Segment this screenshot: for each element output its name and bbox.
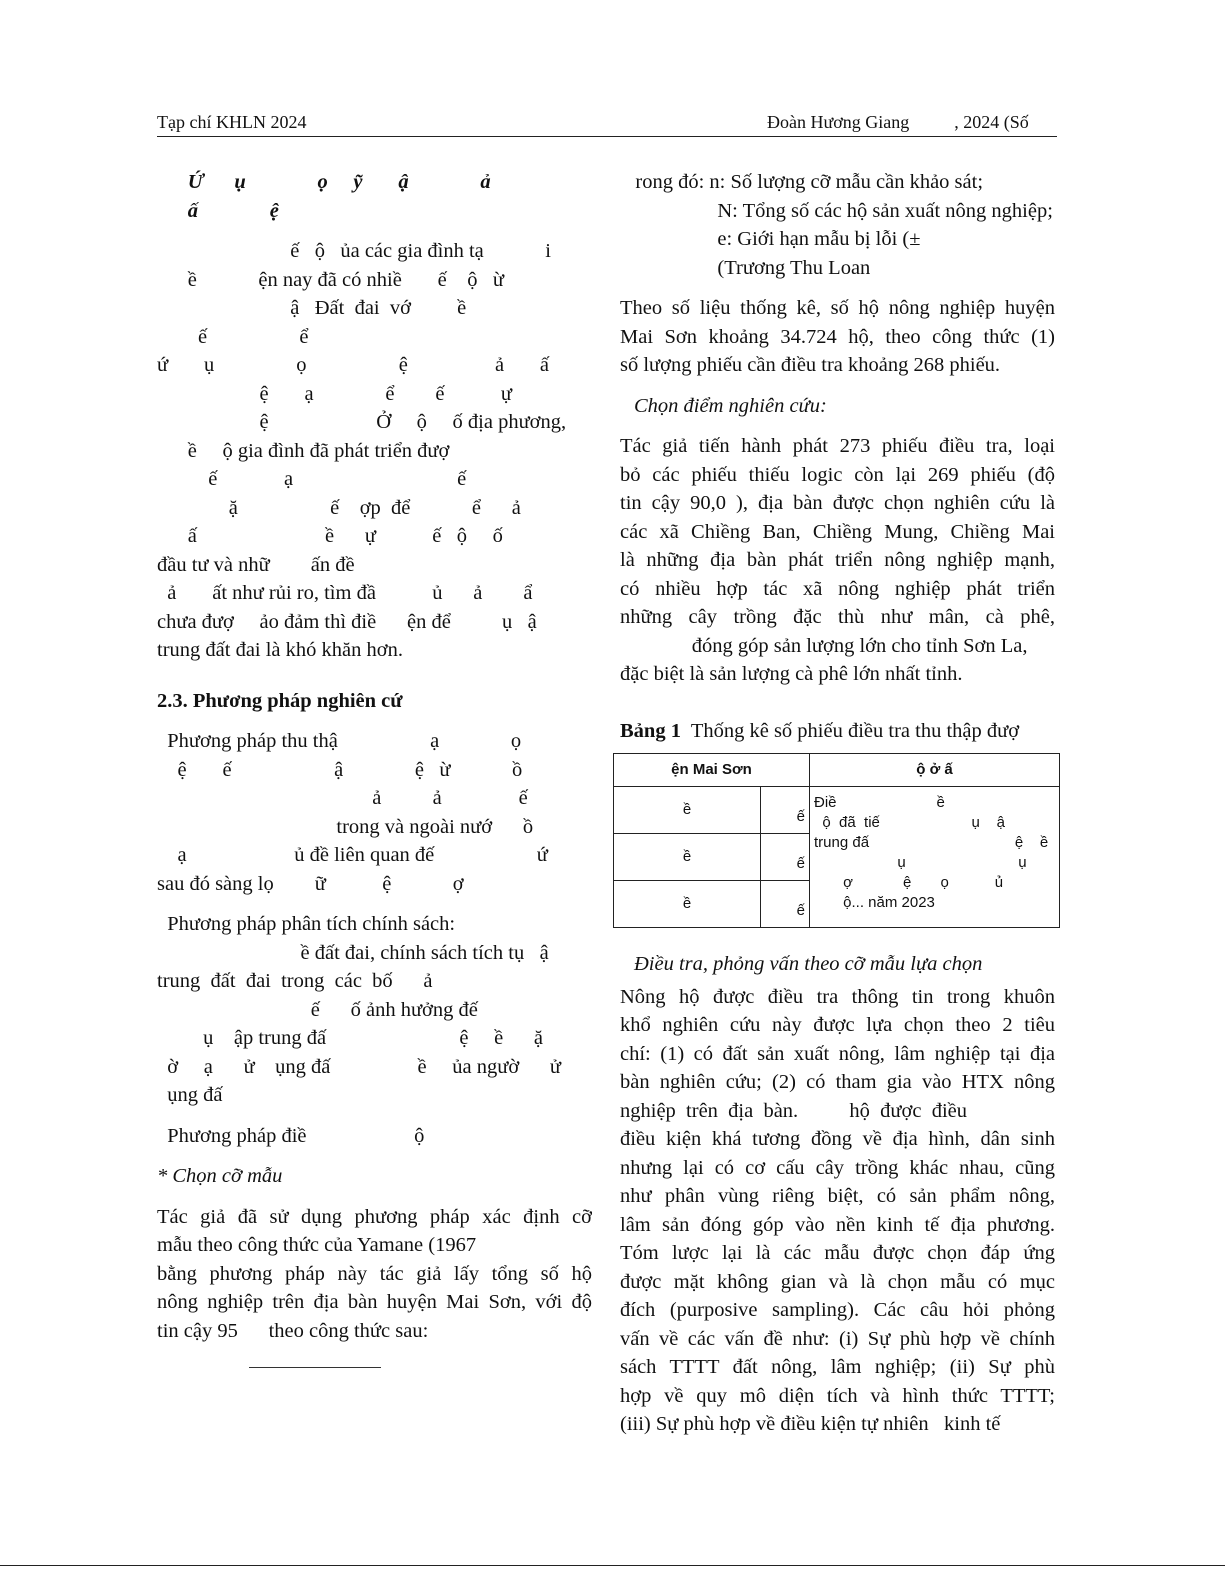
section-title: 2.3. Phương pháp nghiên cứ: [157, 689, 403, 712]
sample-line: tin cậy 95 theo công thức sau:: [157, 1319, 429, 1342]
sample-line: bằng phương pháp này tác giả lấy tổng số hộ: [157, 1262, 592, 1285]
stats-line: Mai Sơn khoảng 34.724 hộ, theo công thức (1): [620, 325, 1055, 348]
intro-line: chưa đượ ảo đảm thì điề ện để ụ ậ: [157, 610, 537, 633]
table-cell: ề: [614, 881, 761, 928]
intro-line: ế ể: [157, 325, 309, 348]
table-description-cell: Điề ề ộ đã tiế ụ ậ trung đấ ệ ề ụ ụ ợ ệ ọ ủ ộ... năm 2023: [810, 787, 1060, 928]
survey-line: khổ nghiên cứu này được lựa chọn theo 2 tiêu: [620, 1014, 1055, 1036]
method2-line: ụ ập trung đấ ệ ề ặ: [157, 1027, 544, 1049]
survey-line: Tóm lược lại là các mẫu được chọn đáp ứng: [620, 1242, 1055, 1264]
intro-line: ế ộ ủa các gia đình tạ i: [157, 240, 551, 262]
survey-line: đích (purposive sampling). Các câu hỏi phỏng: [620, 1299, 1055, 1321]
formula-fraction-rule: [249, 1367, 381, 1368]
survey-line: như phân vùng riêng biệt, có sản phẩm nông,: [620, 1185, 1055, 1207]
method3-line: Phương pháp điề ộ: [157, 1124, 425, 1147]
intro-line: ề ộ gia đình đã phát triển đượ: [157, 439, 450, 462]
table-header-left: ện Mai Sơn: [614, 753, 810, 787]
author-running-head: Đoàn Hương Giang , 2024 (Số: [767, 112, 1029, 132]
survey-line: vấn về các vấn đề như: (i) Sự phù hợp về chính: [620, 1327, 1055, 1350]
survey-line: được mặt không gian và là chọn mẫu có mục: [620, 1270, 1055, 1293]
where-line: e: Giới hạn mẫu bị lỗi (±: [620, 228, 921, 250]
table-cell: ế: [761, 881, 810, 928]
site-line: có nhiều hợp tác xã nông nghiệp phát triển: [620, 577, 1055, 600]
method1-line: trong và ngoài nướ ồ: [157, 815, 534, 838]
method2-line: ề đất đai, chính sách tích tụ ậ: [157, 941, 549, 964]
method2-line: ờ ạ ử ụng đấ ề ủa ngườ ử: [157, 1055, 562, 1078]
site-line: Tác giả tiến hành phát 273 phiếu điều tra, loại: [620, 435, 1055, 457]
method1-line: sau đó sàng lọ ữ ệ ợ: [157, 872, 464, 895]
table-caption-text: Thống kê số phiếu điều tra thu thập đượ: [680, 719, 1020, 742]
intro-line: ặ ế ợp để ể ả: [157, 496, 521, 519]
method2-line: trung đất đai trong các bố ả: [157, 970, 433, 992]
where-line: (Trương Thu Loan: [620, 256, 871, 279]
journal-name: Tạp chí KHLN 2024: [157, 112, 307, 132]
intro-line: ề ện nay đã có nhiề ế ộ ừ: [157, 268, 504, 291]
survey-table: [613, 753, 1060, 929]
method2-line: ụng đấ: [157, 1084, 223, 1106]
intro-line: đầu tư và nhữ ấn đề: [157, 553, 355, 576]
method1-line: Phương pháp thu thậ ạ ọ: [157, 730, 522, 752]
page-header: [157, 110, 1057, 137]
survey-line: sách TTTT đất nông, lâm nghiệp; (ii) Sự phù: [620, 1356, 1055, 1378]
survey-line: chí: (1) có đất sản xuất nông, lâm nghiệp tại địa: [620, 1042, 1055, 1065]
where-line: rong đó: n: Số lượng cỡ mẫu cần khảo sát;: [620, 171, 984, 193]
intro-line: ệ ạ ể ế ự: [157, 382, 513, 405]
table-cell: ế: [761, 834, 810, 881]
survey-line: nghiệp trên địa bàn. hộ được điều: [620, 1099, 968, 1122]
intro-line: ấ ề ự ế ộ ố: [157, 525, 503, 547]
survey-line: Nông hộ được điều tra thông tin trong khuôn: [620, 985, 1055, 1008]
table-cell: ề: [614, 787, 761, 834]
method2-line: ế ố ảnh hưởng đế: [157, 998, 478, 1021]
stats-line: số lượng phiếu cần điều tra khoảng 268 phiếu.: [620, 354, 1001, 376]
site-line: là những địa bàn phát triển nông nghiệp mạnh,: [620, 549, 1055, 571]
intro-line: ậ Đất đai vớ ề: [157, 297, 467, 319]
intro-line: ứ ụ ọ ệ ả ấ: [157, 354, 550, 376]
site-heading: Chọn điểm nghiên cứu:: [634, 394, 827, 417]
method1-line: ệ ế ậ ệ ừ ồ: [157, 758, 523, 781]
sample-line: Tác giả đã sử dụng phương pháp xác định cỡ: [157, 1205, 592, 1228]
survey-line: (iii) Sự phù hợp về điều kiện tự nhiên kinh tế: [620, 1413, 1001, 1435]
intro-line: ả ất như rủi ro, tìm đầ ủ ả ẩ: [157, 582, 533, 604]
table-cell: ế: [761, 787, 810, 834]
left-column: [157, 168, 592, 1368]
intro-line: ế ạ ế: [157, 468, 467, 490]
intro-line: ấ ệ: [157, 199, 279, 222]
right-column: [620, 168, 1055, 1439]
survey-line: nhưng lại có cơ cấu cây trồng khác nhau, cũng: [620, 1156, 1055, 1179]
site-line: tin cậy 90,0 ), địa bàn được chọn nghiên cứu là: [620, 492, 1055, 514]
method2-line: Phương pháp phân tích chính sách:: [157, 913, 456, 935]
table-caption: [620, 717, 1055, 747]
table-number: Bảng 1: [620, 719, 681, 742]
site-line: đặc biệt là sản lượng cà phê lớn nhất tỉnh.: [620, 663, 963, 685]
intro-line: Ứ ụ ọ ỹ ậ ả: [157, 171, 491, 193]
where-line: N: Tổng số các hộ sản xuất nông nghiệp;: [620, 199, 1053, 222]
site-line: bỏ các phiếu thiếu logic còn lại 269 phiếu (độ: [620, 463, 1055, 486]
survey-line: lâm sản đóng góp vào nền kinh tế địa phương.: [620, 1213, 1055, 1236]
stats-line: Theo số liệu thống kê, số hộ nông nghiệp huyện: [620, 297, 1055, 319]
site-line: các xã Chiềng Ban, Chiềng Mung, Chiềng Mai: [620, 520, 1055, 543]
table-cell: ề: [614, 834, 761, 881]
method1-line: ạ ủ đề liên quan đế ứ: [157, 844, 548, 866]
survey-line: bàn nghiên cứu; (2) có tham gia vào HTX nông: [620, 1071, 1055, 1093]
sample-line: mẫu theo công thức của Yamane (1967: [157, 1234, 477, 1256]
site-line: những cây trồng đặc thù như mân, cà phê,: [620, 606, 1055, 628]
survey-line: điều kiện khá tương đồng về địa hình, dân sinh: [620, 1128, 1055, 1150]
survey-heading: Điều tra, phỏng vấn theo cỡ mẫu lựa chọn: [634, 953, 983, 975]
survey-line: hợp về quy mô diện tích và hình thức TTTT;: [620, 1384, 1055, 1407]
sample-line: nông nghiệp trên địa bàn huyện Mai Sơn, với độ: [157, 1291, 592, 1313]
intro-line: trung đất đai là khó khăn hơn.: [157, 639, 403, 661]
sample-heading: * Chọn cỡ mẫu: [157, 1165, 283, 1187]
intro-line: ệ Ở ộ ố địa phương,: [157, 411, 567, 433]
method1-line: ả ả ế: [157, 787, 528, 809]
table-header-right: ộ ở ấ: [810, 753, 1060, 787]
page-bottom-rule: [0, 1565, 1225, 1566]
site-line: đóng góp sản lượng lớn cho tỉnh Sơn La,: [620, 634, 1028, 657]
